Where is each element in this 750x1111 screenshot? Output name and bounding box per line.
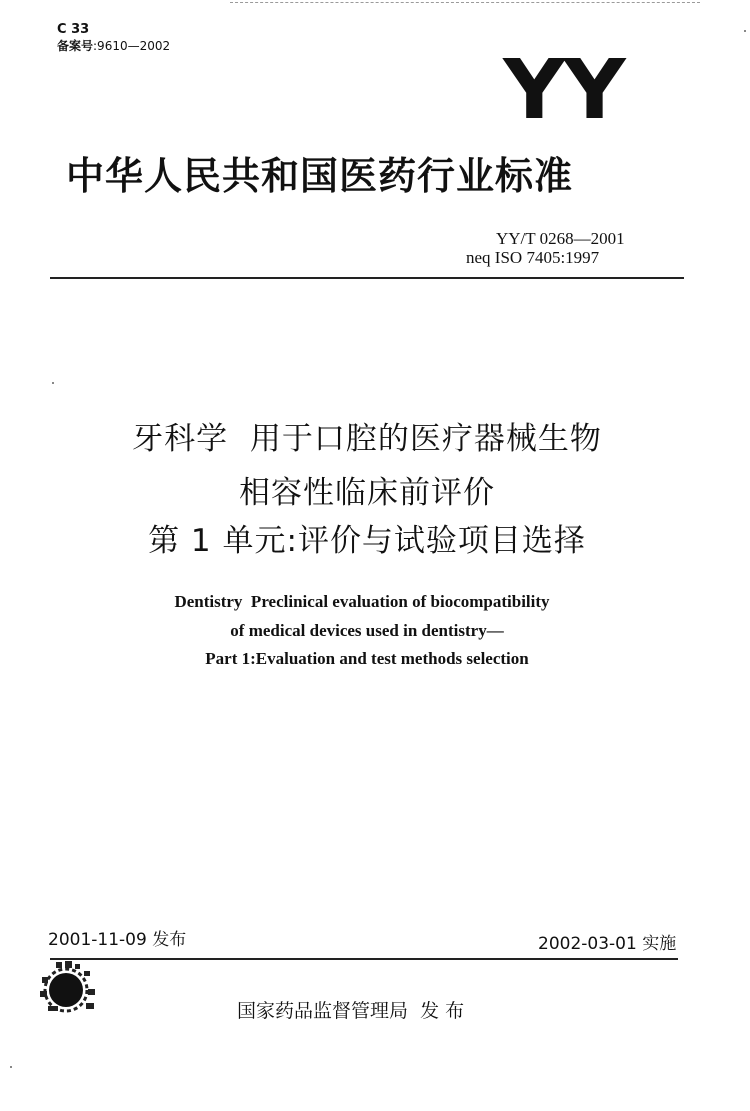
implementation-date: 2002-03-01 实施 [538, 934, 677, 954]
english-title-line-3: Part 1:Evaluation and test methods selection [205, 649, 529, 668]
chinese-title-line-3: 第 1 单元:评价与试验项目选择 [148, 523, 586, 559]
standard-title: 中华人民共和国医药行业标准 [66, 154, 574, 198]
scan-speck [744, 30, 746, 32]
english-title-line-1: Dentistry Preclinical evaluation of biocompatibility [174, 592, 550, 611]
header-rule [50, 277, 684, 279]
footer-rule [50, 958, 678, 960]
adoption-reference: neq ISO 7405:1997 [466, 248, 600, 267]
chinese-title-line-1: 牙科学 用于口腔的医疗器械生物 [132, 421, 602, 457]
national-emblem-icon [38, 959, 104, 1017]
record-number [57, 39, 170, 53]
chinese-title-line-2: 相容性临床前评价 [239, 475, 495, 511]
top-dashed-line [230, 2, 700, 3]
issuing-authority: 国家药品监督管理局 发 布 [237, 1000, 465, 1022]
classification-code: C 33 [57, 22, 90, 37]
scan-speck [10, 1066, 12, 1068]
yy-logo: YY [503, 43, 624, 138]
standard-number: YY/T 0268—2001 [496, 229, 625, 248]
record-label: 备案号 [57, 39, 94, 53]
record-value: :9610—2002 [93, 39, 171, 53]
english-title-line-2: of medical devices used in dentistry— [230, 621, 504, 640]
issue-date: 2001-11-09 发布 [48, 930, 187, 950]
scan-speck [52, 382, 54, 384]
